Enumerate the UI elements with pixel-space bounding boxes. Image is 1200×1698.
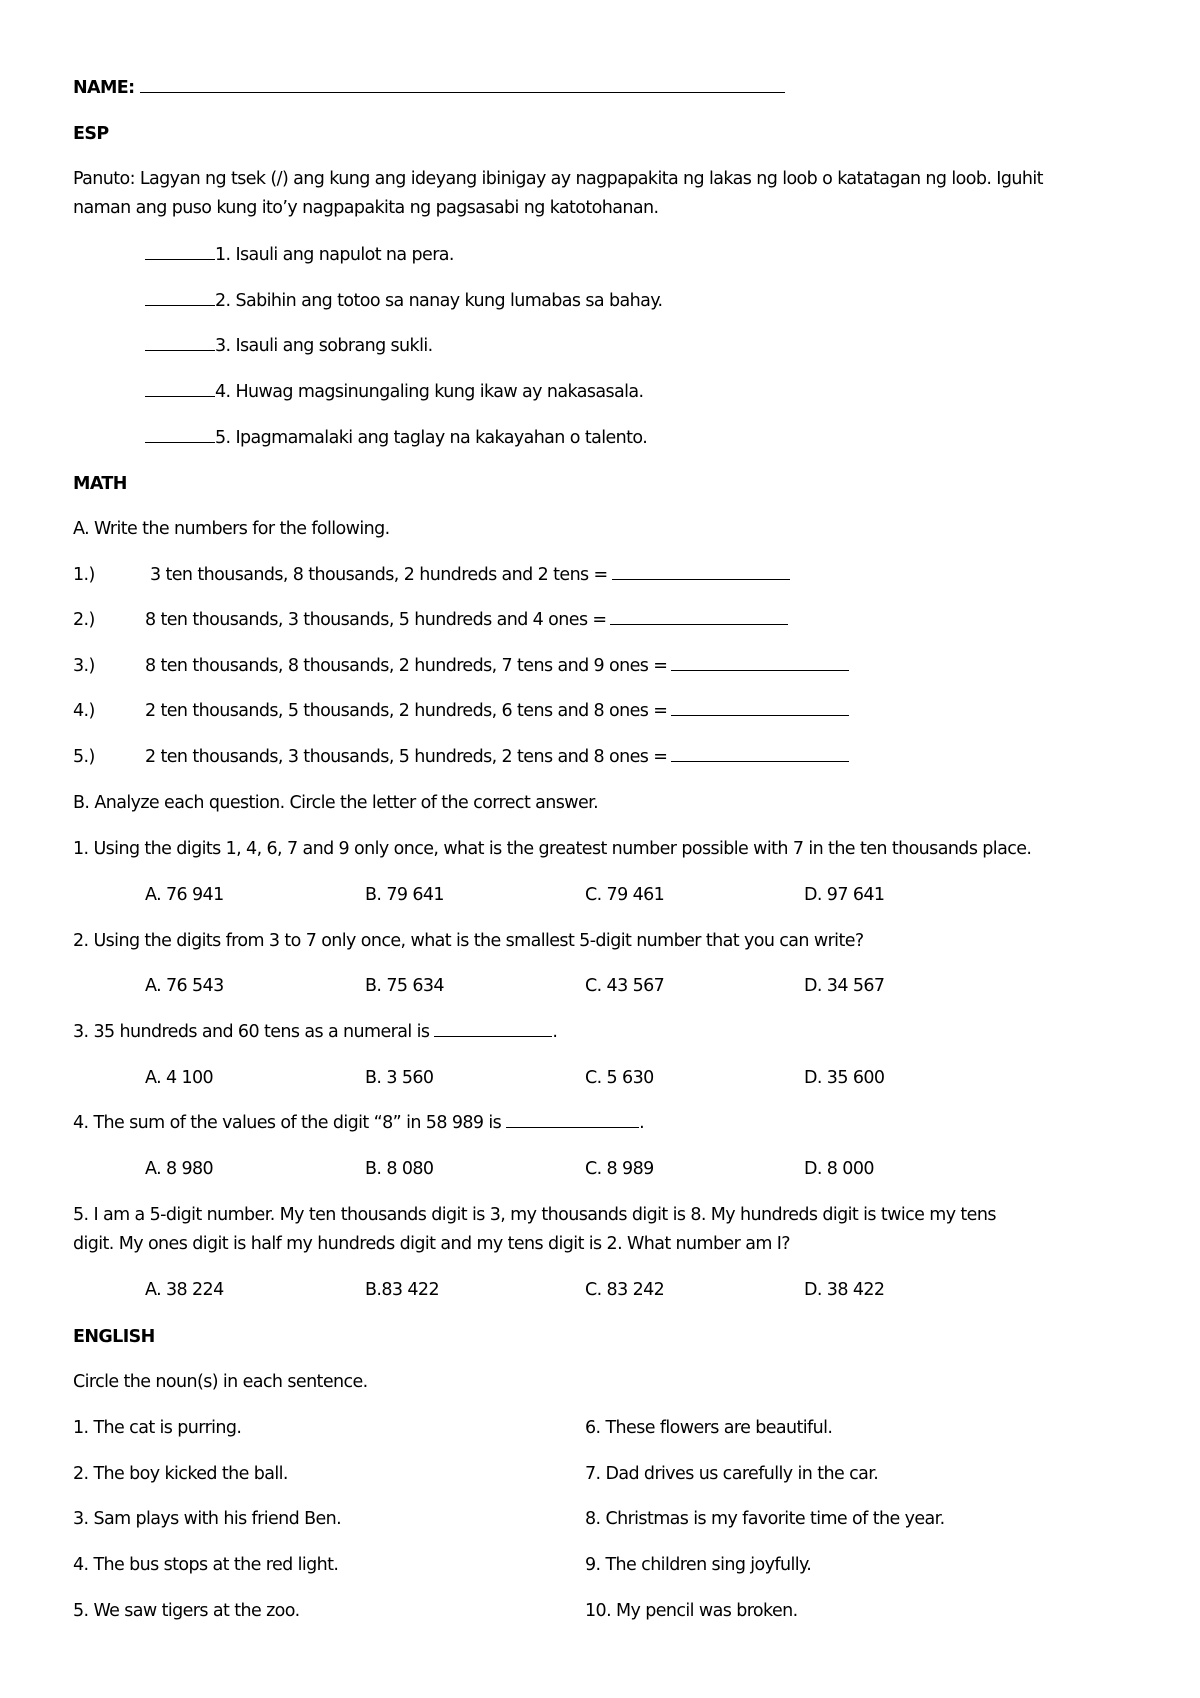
math-question-1: 1. Using the digits 1, 4, 6, 7 and 9 only once, what is the greatest number possible with 7 in the ten thousands place. — [73, 839, 1032, 859]
english-sentence: 7. Dad drives us carefully in the car. — [585, 1464, 879, 1484]
answer-blank[interactable] — [671, 747, 849, 762]
english-title: ENGLISH — [73, 1327, 155, 1347]
math-question-3 — [73, 1021, 557, 1043]
choice-b[interactable]: B. 75 634 — [365, 976, 444, 996]
choice-b[interactable]: B. 8 080 — [365, 1159, 434, 1179]
question-text: 3. 35 hundreds and 60 tens as a numeral is — [73, 1022, 430, 1042]
math-partA-text: 8 ten thousands, 3 thousands, 5 hundreds and 4 ones = — [145, 610, 607, 630]
esp-item — [145, 381, 643, 403]
math-partA-text: 2 ten thousands, 3 thousands, 5 hundreds, 2 tens and 8 ones = — [145, 747, 668, 767]
math-partA-title: A. Write the numbers for the following. — [73, 519, 390, 539]
choice-a[interactable]: A. 76 941 — [145, 885, 224, 905]
choice-d[interactable]: D. 38 422 — [804, 1280, 885, 1300]
english-sentence: 8. Christmas is my favorite time of the year. — [585, 1509, 945, 1529]
math-partA-item — [145, 746, 849, 768]
answer-blank[interactable] — [612, 565, 790, 580]
choice-d[interactable]: D. 8 000 — [804, 1159, 874, 1179]
name-row — [73, 77, 785, 99]
english-sentence: 2. The boy kicked the ball. — [73, 1464, 288, 1484]
math-partA-num: 2.) — [73, 610, 95, 630]
esp-instructions-line2: naman ang puso kung ito’y nagpapakita ng pagsasabi ng katotohanan. — [73, 198, 659, 218]
esp-item-text: 4. Huwag magsinungaling kung ikaw ay nakasasala. — [215, 382, 644, 402]
choice-a[interactable]: A. 76 543 — [145, 976, 224, 996]
question-text: 4. The sum of the values of the digit “8” in 58 989 is — [73, 1113, 502, 1133]
name-label: NAME: — [73, 78, 135, 98]
esp-title: ESP — [73, 124, 109, 144]
math-question-5-line2: digit. My ones digit is half my hundreds digit and my tens digit is 2. What number am I? — [73, 1234, 790, 1254]
answer-blank[interactable] — [145, 428, 215, 443]
english-sentence: 9. The children sing joyfully. — [585, 1555, 812, 1575]
esp-item-text: 1. Isauli ang napulot na pera. — [215, 245, 454, 265]
math-partA-item — [145, 564, 790, 586]
esp-item — [145, 335, 433, 357]
math-partB-title: B. Analyze each question. Circle the letter of the correct answer. — [73, 793, 599, 813]
choice-c[interactable]: C. 5 630 — [585, 1068, 654, 1088]
math-question-4 — [73, 1112, 644, 1134]
math-partA-text: 2 ten thousands, 5 thousands, 2 hundreds, 6 tens and 8 ones = — [145, 701, 668, 721]
answer-blank[interactable] — [145, 291, 215, 306]
esp-item-text: 2. Sabihin ang totoo sa nanay kung lumabas sa bahay. — [215, 291, 663, 311]
math-title: MATH — [73, 474, 127, 494]
choice-b[interactable]: B. 79 641 — [365, 885, 444, 905]
math-partA-num: 5.) — [73, 747, 95, 767]
math-partA-num: 1.) — [73, 565, 95, 585]
english-instructions: Circle the noun(s) in each sentence. — [73, 1372, 368, 1392]
english-sentence: 5. We saw tigers at the zoo. — [73, 1601, 300, 1621]
esp-item-text: 5. Ipagmamalaki ang taglay na kakayahan o talento. — [215, 428, 648, 448]
choice-d[interactable]: D. 34 567 — [804, 976, 885, 996]
english-sentence: 3. Sam plays with his friend Ben. — [73, 1509, 342, 1529]
math-partA-item — [145, 655, 849, 677]
choice-c[interactable]: C. 79 461 — [585, 885, 665, 905]
esp-item — [145, 290, 662, 312]
math-partA-num: 3.) — [73, 656, 95, 676]
english-sentence: 6. These flowers are beautiful. — [585, 1418, 833, 1438]
math-partA-text: 8 ten thousands, 8 thousands, 2 hundreds, 7 tens and 9 ones = — [145, 656, 668, 676]
choice-c[interactable]: C. 43 567 — [585, 976, 665, 996]
choice-c[interactable]: C. 8 989 — [585, 1159, 654, 1179]
math-partA-item — [145, 609, 788, 631]
math-question-5-line1: 5. I am a 5-digit number. My ten thousands digit is 3, my thousands digit is 8. My hundreds digit is twice my tens — [73, 1205, 996, 1225]
math-question-2: 2. Using the digits from 3 to 7 only once, what is the smallest 5-digit number that you can write? — [73, 931, 864, 951]
choice-a[interactable]: A. 8 980 — [145, 1159, 214, 1179]
choice-a[interactable]: A. 38 224 — [145, 1280, 224, 1300]
choice-b[interactable]: B. 3 560 — [365, 1068, 434, 1088]
esp-item — [145, 427, 647, 449]
english-sentence: 10. My pencil was broken. — [585, 1601, 798, 1621]
answer-blank[interactable] — [671, 656, 849, 671]
answer-blank[interactable] — [434, 1022, 552, 1037]
answer-blank[interactable] — [610, 610, 788, 625]
question-period: . — [639, 1113, 645, 1133]
choice-a[interactable]: A. 4 100 — [145, 1068, 214, 1088]
answer-blank[interactable] — [671, 701, 849, 716]
choice-c[interactable]: C. 83 242 — [585, 1280, 665, 1300]
esp-instructions-line1: Panuto: Lagyan ng tsek (/) ang kung ang ideyang ibinigay ay nagpapakita ng lakas ng loob o katatagan ng loob. Iguhit — [73, 169, 1043, 189]
question-period: . — [552, 1022, 558, 1042]
name-blank[interactable] — [140, 78, 785, 93]
choice-b[interactable]: B.83 422 — [365, 1280, 440, 1300]
math-partA-num: 4.) — [73, 701, 95, 721]
math-partA-item — [145, 700, 849, 722]
answer-blank[interactable] — [145, 382, 215, 397]
english-sentence: 4. The bus stops at the red light. — [73, 1555, 339, 1575]
answer-blank[interactable] — [506, 1113, 639, 1128]
esp-item — [145, 244, 454, 266]
answer-blank[interactable] — [145, 336, 215, 351]
esp-item-text: 3. Isauli ang sobrang sukli. — [215, 336, 433, 356]
choice-d[interactable]: D. 35 600 — [804, 1068, 885, 1088]
choice-d[interactable]: D. 97 641 — [804, 885, 885, 905]
english-sentence: 1. The cat is purring. — [73, 1418, 242, 1438]
answer-blank[interactable] — [145, 245, 215, 260]
math-partA-text: 3 ten thousands, 8 thousands, 2 hundreds and 2 tens = — [145, 565, 608, 585]
